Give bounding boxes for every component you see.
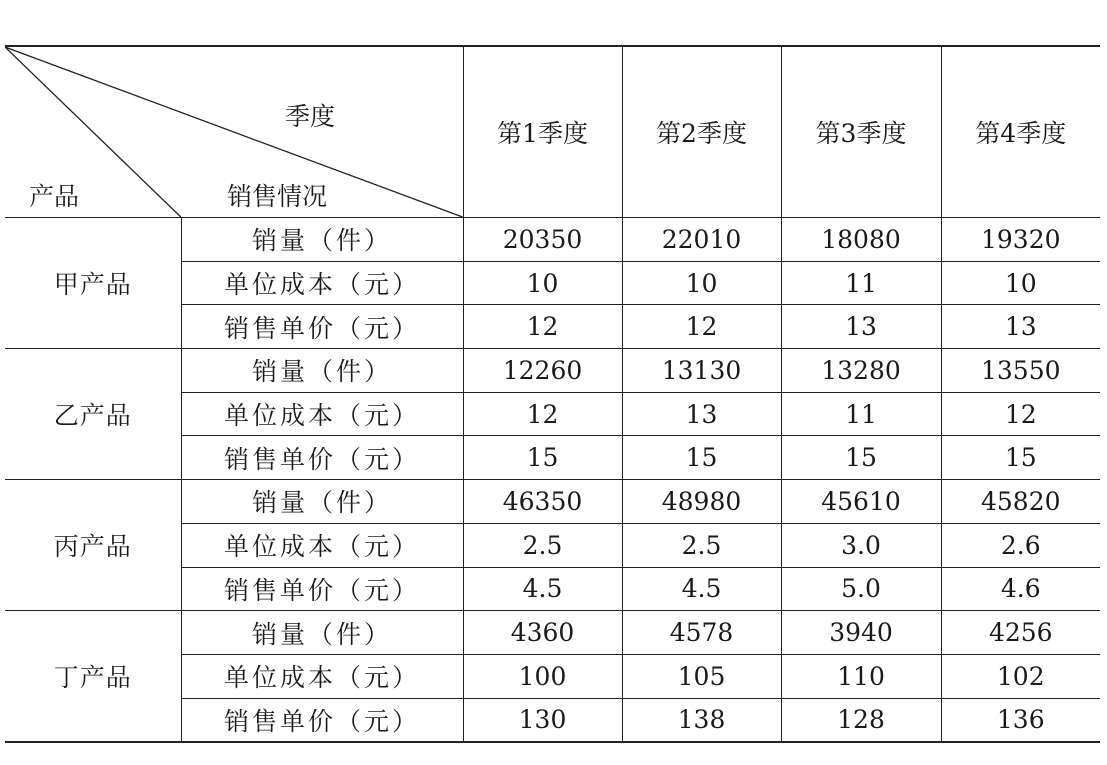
metric-label-cell: 单位成本（元） [181,392,463,436]
value-cell: 4578 [622,611,781,655]
value-cell: 2.5 [622,523,781,567]
metric-label-cell: 销量（件） [181,480,463,524]
table-row [5,349,1100,393]
value-cell: 5.0 [781,567,941,611]
value-cell: 100 [463,654,622,698]
quarter-header-2: 第2季度 [622,46,781,218]
value-cell: 15 [781,436,941,480]
value-cell: 2.6 [941,523,1100,567]
value-cell: 19320 [941,218,1100,262]
metric-label-cell: 单位成本（元） [181,523,463,567]
value-cell: 13130 [622,349,781,393]
value-cell: 46350 [463,480,622,524]
corner-sales-label: 销售情况 [227,182,328,211]
table-row [5,218,1100,262]
value-cell: 130 [463,698,622,742]
value-cell: 13 [941,305,1100,349]
value-cell: 18080 [781,218,941,262]
value-cell: 2.5 [463,523,622,567]
quarter-header-1: 第1季度 [463,46,622,218]
value-cell: 20350 [463,218,622,262]
value-cell: 22010 [622,218,781,262]
value-cell: 15 [463,436,622,480]
table-row [5,480,1100,524]
value-cell: 10 [622,261,781,305]
value-cell: 136 [941,698,1100,742]
quarter-header-4: 第4季度 [941,46,1100,218]
value-cell: 15 [622,436,781,480]
metric-label-cell: 单位成本（元） [181,654,463,698]
value-cell: 48980 [622,480,781,524]
value-cell: 45820 [941,480,1100,524]
corner-product-label: 产品 [29,182,80,211]
metric-label-cell: 销售单价（元） [181,698,463,742]
value-cell: 3.0 [781,523,941,567]
corner-season-label: 季度 [285,102,336,131]
value-cell: 11 [781,261,941,305]
value-cell: 4256 [941,611,1100,655]
value-cell: 4360 [463,611,622,655]
value-cell: 13 [781,305,941,349]
value-cell: 10 [463,261,622,305]
metric-label-cell: 销售单价（元） [181,567,463,611]
value-cell: 12 [941,392,1100,436]
quarter-header-3: 第3季度 [781,46,941,218]
product-name-cell: 丁产品 [5,611,181,743]
value-cell: 13550 [941,349,1100,393]
table-row [5,611,1100,655]
value-cell: 10 [941,261,1100,305]
metric-label-cell: 销量（件） [181,611,463,655]
sales-table [5,45,1100,743]
value-cell: 128 [781,698,941,742]
metric-label-cell: 销量（件） [181,218,463,262]
value-cell: 12 [463,305,622,349]
metric-label-cell: 销售单价（元） [181,436,463,480]
value-cell: 12 [463,392,622,436]
table-body [5,218,1100,743]
header-row [5,46,1100,218]
metric-label-cell: 销量（件） [181,349,463,393]
metric-label-cell: 单位成本（元） [181,261,463,305]
value-cell: 15 [941,436,1100,480]
value-cell: 45610 [781,480,941,524]
value-cell: 102 [941,654,1100,698]
value-cell: 12260 [463,349,622,393]
value-cell: 13280 [781,349,941,393]
value-cell: 105 [622,654,781,698]
metric-label-cell: 销售单价（元） [181,305,463,349]
value-cell: 13 [622,392,781,436]
value-cell: 12 [622,305,781,349]
value-cell: 3940 [781,611,941,655]
value-cell: 138 [622,698,781,742]
product-name-cell: 甲产品 [5,218,181,349]
value-cell: 11 [781,392,941,436]
value-cell: 110 [781,654,941,698]
value-cell: 4.6 [941,567,1100,611]
product-name-cell: 乙产品 [5,349,181,480]
value-cell: 4.5 [622,567,781,611]
product-name-cell: 丙产品 [5,480,181,611]
value-cell: 4.5 [463,567,622,611]
diagonal-header-cell [5,46,463,218]
